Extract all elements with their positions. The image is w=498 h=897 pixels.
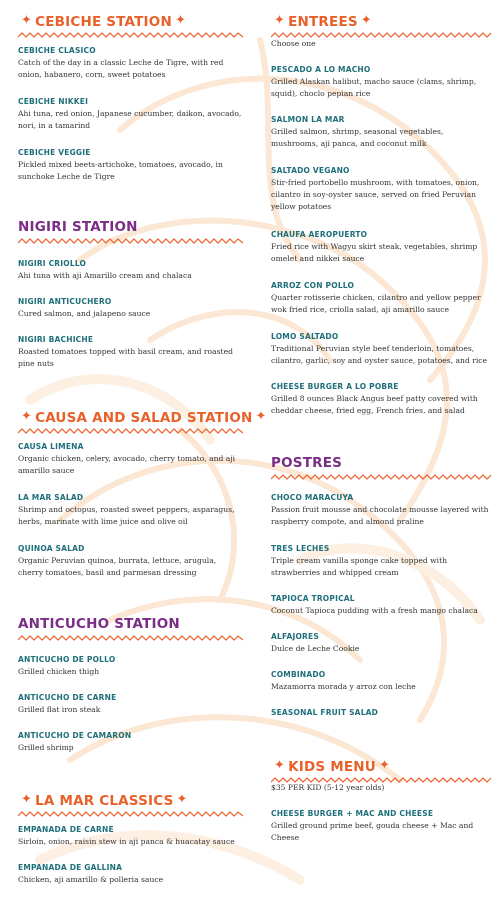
item-name: NIGIRI ANTICUCHERO — [18, 297, 112, 306]
item-name: TAPIOCA TROPICAL — [271, 594, 355, 603]
item-description: Triple cream vanilla sponge cake topped with strawberries and whipped cream — [271, 556, 448, 578]
section-anticucho-station — [18, 613, 243, 752]
menu-item — [271, 669, 491, 693]
item-name: CHEESE BURGER A LO POBRE — [271, 382, 399, 391]
item-name: LA MAR SALAD — [18, 493, 84, 502]
section-title: ANTICUCHO STATION — [18, 616, 180, 632]
section-la-mar-classics — [18, 789, 243, 884]
menu-item — [18, 441, 243, 477]
item-name: TRES LECHES — [271, 544, 330, 553]
section-title: ✦ CAUSA AND SALAD STATION ✦ — [21, 409, 267, 426]
item-description: Grilled 8 ounces Black Angus beef patty covered with cheddar cheese, fried egg, French fries, and salad — [271, 394, 478, 416]
item-name: ANTICUCHO DE CAMARON — [18, 731, 132, 740]
menu-item — [271, 64, 491, 100]
menu-item — [271, 280, 491, 316]
star-icon: ✦ — [21, 409, 33, 424]
menu-item — [18, 492, 243, 528]
item-description: Chicken, aji amarillo & polleria sauce — [18, 875, 164, 884]
menu-item — [18, 730, 243, 754]
section-postres — [271, 452, 491, 717]
section-title: ✦ KIDS MENU ✦ — [274, 758, 391, 775]
item-description: Dulce de Leche Cookie — [271, 644, 360, 653]
item-description: Cured salmon, and jalapeno sauce — [18, 309, 151, 318]
zigzag-divider — [18, 635, 243, 641]
item-description: Grilled chicken thigh — [18, 667, 100, 676]
item-description: Coconut Tapioca pudding with a fresh mango chalaca — [271, 606, 478, 615]
item-description: Grilled salmon, shrimp, seasonal vegetables, mushrooms, aji panca, and coconut milk — [271, 127, 444, 149]
section-title: ✦ ENTREES ✦ — [274, 13, 372, 30]
menu-item — [271, 593, 491, 617]
item-name: EMPANADA DE GALLINA — [18, 863, 123, 872]
star-icon: ✦ — [274, 758, 286, 773]
star-icon: ✦ — [255, 409, 267, 424]
item-description: Roasted tomatoes topped with basil cream, and roasted pine nuts — [18, 347, 233, 369]
menu-item — [271, 808, 491, 844]
item-description: Stir-fried portobello mushroom, with tomatoes, onion, cilantro in soy-oyster sauce, served on fried Peruvian yellow potatoes — [271, 178, 480, 212]
menu-item — [271, 631, 491, 655]
star-icon: ✦ — [21, 792, 33, 807]
section-title: ✦ CEBICHE STATION ✦ — [21, 13, 187, 30]
item-name: ARROZ CON POLLO — [271, 281, 355, 290]
menu-item — [18, 692, 243, 716]
section-entrees — [271, 10, 491, 416]
zigzag-divider — [18, 811, 243, 817]
item-name: CAUSA LIMENA — [18, 442, 84, 451]
menu-item — [18, 824, 243, 848]
item-name: COMBINADO — [271, 670, 326, 679]
item-description: Catch of the day in a classic Leche de Tigre, with red onion, habanero, corn, sweet potatoes — [18, 58, 224, 80]
menu-item — [271, 165, 491, 214]
item-description: Mazamorra morada y arroz con leche — [271, 682, 416, 691]
item-description: Grilled shrimp — [18, 743, 74, 752]
item-description: Grilled Alaskan halibut, macho sauce (clams, shrimp, squid), choclo pepian rice — [271, 77, 477, 99]
item-name: EMPANADA DE CARNE — [18, 825, 114, 834]
menu-item — [18, 258, 243, 282]
item-name: CEBICHE CLASICO — [18, 46, 96, 55]
menu-item — [18, 543, 243, 579]
menu-item — [18, 334, 243, 370]
item-description: Sirloin, onion, raisin stew in aji panca & huacatay sauce — [18, 837, 235, 846]
menu-item — [271, 707, 491, 719]
item-description: Organic chicken, celery, avocado, cherry tomato, and aji amarillo sauce — [18, 454, 236, 476]
item-name: PESCADO A LO MACHO — [271, 65, 371, 74]
item-description: Ahi tuna, red onion, Japanese cucumber, daikon, avocado, nori, in a tamarind — [18, 109, 242, 131]
zigzag-divider — [18, 238, 243, 244]
zigzag-divider — [18, 32, 243, 38]
section-title: ✦ LA MAR CLASSICS ✦ — [21, 792, 188, 809]
item-description: Pickled mixed beets-artichoke, tomatoes, avocado, in sunchoke Leche de Tigre — [18, 160, 223, 182]
menu-item — [271, 114, 491, 150]
item-name: NIGIRI BACHICHE — [18, 335, 94, 344]
item-name: SALMON LA MAR — [271, 115, 345, 124]
section-ceviche-station — [18, 10, 243, 182]
section-causa-salad-station — [18, 406, 267, 578]
item-description: Passion fruit mousse and chocolate mousse layered with raspberry compote, and almond praline — [271, 505, 489, 527]
section-note: $35 PER KID (5-12 year olds) — [271, 783, 385, 792]
item-name: ANTICUCHO DE CARNE — [18, 693, 117, 702]
menu-item — [18, 45, 243, 81]
section-note: Choose one — [271, 39, 316, 48]
item-name: CEBICHE NIKKEI — [18, 97, 89, 106]
item-description: Quarter rotisserie chicken, cilantro and yellow pepper wok fried rice, criolla salad, aji amarillo sauce — [271, 293, 481, 315]
item-description: Traditional Peruvian style beef tenderloin, tomatoes, cilantro, garlic, soy and oyster sauce, potatoes, and rice — [271, 344, 488, 366]
menu-item — [271, 229, 491, 265]
menu-item — [271, 381, 491, 417]
item-description: Grilled ground prime beef, gouda cheese + Mac and Cheese — [271, 821, 474, 843]
item-name: QUINOA SALAD — [18, 544, 85, 553]
item-name: CHOCO MARACUYA — [271, 493, 354, 502]
menu-item — [18, 147, 243, 183]
star-icon: ✦ — [21, 13, 33, 28]
star-icon: ✦ — [274, 13, 286, 28]
item-name: ALFAJORES — [271, 632, 319, 641]
item-description: Fried rice with Wagyu skirt steak, vegetables, shrimp omelet and nikkei sauce — [271, 242, 478, 264]
item-name: ANTICUCHO DE POLLO — [18, 655, 116, 664]
zigzag-divider — [271, 474, 491, 480]
item-name: CHAUFA AEROPUERTO — [271, 230, 368, 239]
menu-item — [271, 492, 491, 528]
menu-item — [18, 654, 243, 678]
star-icon: ✦ — [174, 13, 187, 28]
section-title: POSTRES — [271, 455, 343, 471]
menu-item — [271, 331, 491, 367]
item-description: Grilled flat iron steak — [18, 705, 101, 714]
star-icon: ✦ — [360, 13, 372, 28]
item-description: Organic Peruvian quinoa, burrata, lettuce, arugula, cherry tomatoes, basil and parmesan dressing — [18, 556, 217, 578]
item-name: SEASONAL FRUIT SALAD — [271, 708, 379, 717]
menu-item — [18, 862, 243, 886]
section-kids-menu — [271, 755, 491, 843]
menu-item — [271, 543, 491, 579]
item-name: SALTADO VEGANO — [271, 166, 350, 175]
section-nigiri-station — [18, 216, 243, 369]
star-icon: ✦ — [378, 758, 391, 773]
item-name: NIGIRI CRIOLLO — [18, 259, 87, 268]
menu-item — [18, 296, 243, 320]
item-description: Ahi tuna with aji Amarillo cream and chalaca — [18, 271, 192, 280]
menu-item — [18, 96, 243, 132]
item-name: LOMO SALTADO — [271, 332, 339, 341]
section-title: NIGIRI STATION — [18, 219, 138, 235]
item-description: Shrimp and octopus, roasted sweet peppers, asparagus, herbs, marinate with lime juice and olive oil — [18, 505, 235, 527]
zigzag-divider — [18, 428, 243, 434]
star-icon: ✦ — [176, 792, 188, 807]
item-name: CHEESE BURGER + MAC AND CHEESE — [271, 809, 434, 818]
item-name: CEBICHE VEGGIE — [18, 148, 91, 157]
